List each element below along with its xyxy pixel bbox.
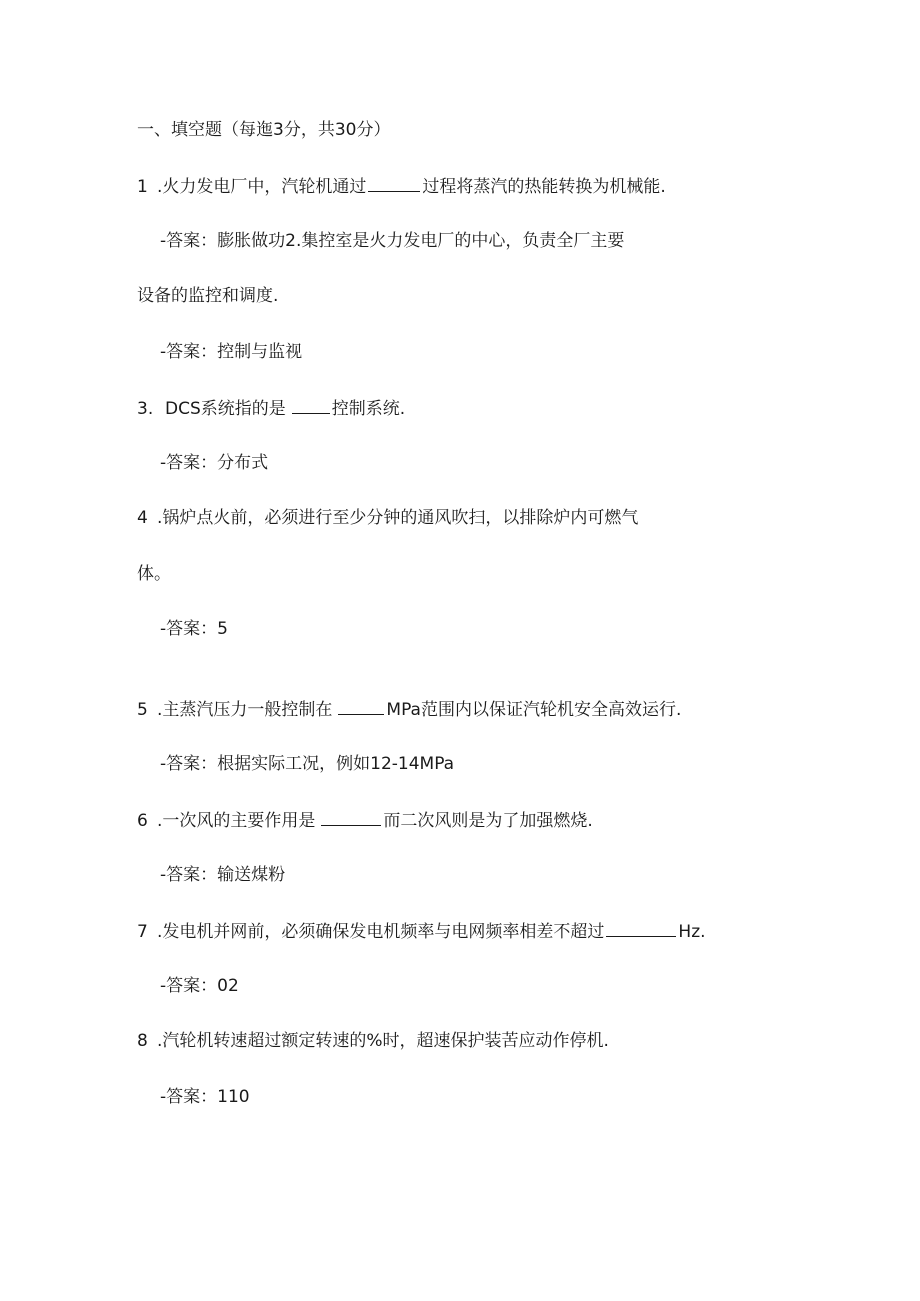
question-text: 过程将蒸汽的热能转换为机械能. xyxy=(422,177,666,197)
question-text: .火力发电厂中，汽轮机通过 xyxy=(157,177,367,197)
question-5 xyxy=(137,696,681,720)
question-number: 4 xyxy=(137,508,148,528)
question-text: .锅炉点火前，必须进行至少分钟的通风吹扫，以排除炉内可燃气 xyxy=(157,508,639,528)
fill-blank xyxy=(321,807,381,826)
question-1 xyxy=(137,173,666,197)
question-number: 1 xyxy=(137,177,148,197)
fill-blank xyxy=(292,395,330,414)
fill-blank xyxy=(338,696,384,715)
question-4-continuation: 体。 xyxy=(137,564,171,584)
question-text: DCS系统指的是 xyxy=(165,399,286,419)
answer-8: -答案：110 xyxy=(160,1087,250,1107)
question-text: 而二次风则是为了加强燃烧. xyxy=(383,811,593,831)
question-text: MPa范围内以保证汽轮机安全高效运行. xyxy=(386,700,682,720)
answer-2: -答案：控制与监视 xyxy=(160,342,303,362)
fill-blank xyxy=(368,173,420,192)
question-text: .主蒸汽压力一般控制在 xyxy=(157,700,333,720)
fill-blank xyxy=(606,918,676,937)
question-3 xyxy=(137,395,405,419)
question-text: .一次风的主要作用是 xyxy=(157,811,316,831)
question-6 xyxy=(137,807,593,831)
question-2-continuation: 设备的监控和调度. xyxy=(137,286,279,306)
answer-1: -答案：膨胀做功2.集控室是火力发电厂的中心，负责全厂主要 xyxy=(160,231,625,251)
question-8 xyxy=(137,1029,609,1053)
question-text: 控制系统. xyxy=(331,399,406,419)
question-text: .发电机并网前，必须确保发电机频率与电网频率相差不超过 xyxy=(157,922,605,942)
answer-3: -答案：分布式 xyxy=(160,453,269,473)
question-number: 7 xyxy=(137,922,148,942)
section-title: 一、填空题（每迤3分，共30分） xyxy=(137,120,391,140)
question-number: 6 xyxy=(137,811,148,831)
question-4 xyxy=(137,506,638,530)
answer-5: -答案：根据实际工况，例如12-14MPa xyxy=(160,754,455,774)
question-number: 5 xyxy=(137,700,148,720)
question-number: 3. xyxy=(137,399,154,419)
answer-6: -答案：输送煤粉 xyxy=(160,865,286,885)
question-text: .汽轮机转速超过额定转速的%时，超速保护装苦应动作停机. xyxy=(157,1031,609,1051)
question-text: Hz. xyxy=(678,922,706,942)
question-number: 8 xyxy=(137,1031,148,1051)
answer-7: -答案：02 xyxy=(160,976,239,996)
answer-4: -答案：5 xyxy=(160,619,228,639)
question-7 xyxy=(137,918,706,942)
